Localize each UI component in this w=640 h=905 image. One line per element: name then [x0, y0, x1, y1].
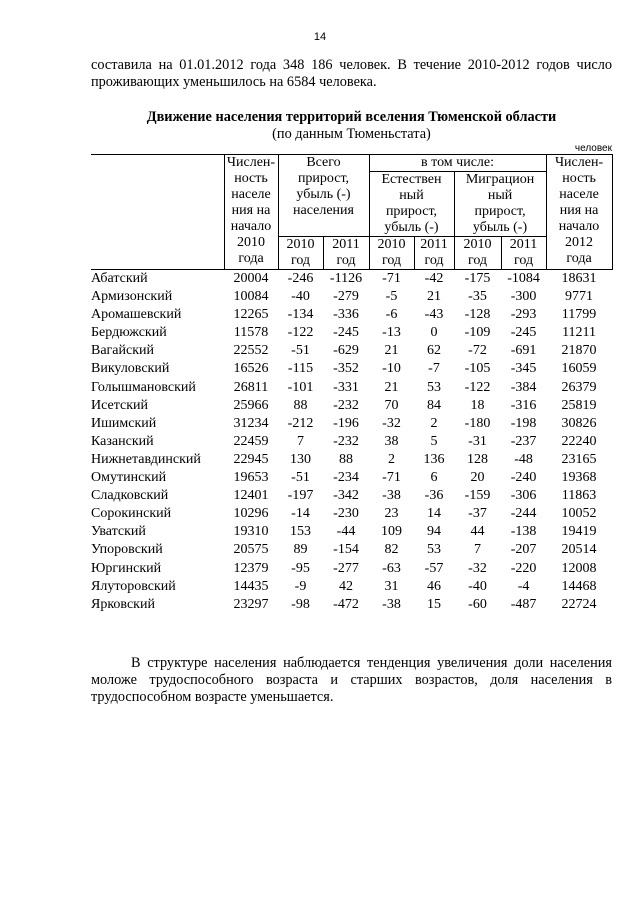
cell-natural-2010: 38: [384, 433, 399, 449]
table-row: [91, 415, 612, 433]
table-row: [91, 324, 612, 342]
cell-total-2011: -472: [333, 596, 359, 612]
cell-migration-2010: 44: [470, 524, 485, 540]
cell-pop-2012: 10052: [561, 506, 597, 522]
cell-total-2010: -9: [294, 578, 307, 594]
cell-pop-2012: 21870: [561, 343, 597, 359]
cell-migration-2010: -180: [464, 415, 491, 431]
cell-total-2010: 7: [297, 433, 304, 449]
cell-pop-2010: 23297: [233, 596, 269, 612]
cell-total-2010: -122: [287, 325, 314, 341]
cell-district-name: Казанский: [91, 433, 154, 449]
cell-natural-2011: 14: [427, 506, 441, 522]
cell-migration-2010: -122: [464, 379, 491, 395]
table-row: [91, 306, 612, 324]
cell-natural-2011: -43: [424, 307, 444, 323]
cell-district-name: Нижнетавдинский: [91, 451, 201, 467]
cell-district-name: Абатский: [91, 271, 148, 286]
cell-migration-2011: -138: [510, 524, 537, 540]
cell-migration-2010: -72: [468, 343, 487, 359]
cell-migration-2011: -244: [510, 506, 537, 522]
cell-total-2011: -245: [333, 325, 359, 341]
table-row: [91, 397, 612, 415]
cell-migration-2010: -128: [464, 307, 491, 323]
table-row: [91, 360, 612, 378]
cell-total-2011: -279: [333, 289, 359, 305]
cell-pop-2010: 31234: [233, 415, 269, 431]
cell-total-2011: -44: [336, 524, 356, 540]
cell-total-2010: -14: [291, 506, 310, 522]
cell-pop-2012: 19368: [561, 470, 597, 486]
cell-pop-2012: 30826: [561, 415, 597, 431]
cell-pop-2012: 11863: [561, 488, 597, 504]
cell-natural-2010: 21: [384, 379, 399, 395]
cell-district-name: Ялуторовский: [91, 578, 176, 594]
cell-natural-2011: 84: [427, 397, 441, 413]
cell-migration-2011: -220: [510, 560, 537, 576]
table-row: [91, 487, 612, 505]
cell-total-2011: -629: [333, 343, 359, 359]
cell-district-name: Исетский: [91, 397, 148, 413]
cell-pop-2010: 20004: [233, 271, 269, 286]
cell-migration-2011: -293: [510, 307, 537, 323]
header-natural-2011: 2011 год: [414, 237, 454, 270]
cell-migration-2010: 18: [470, 397, 485, 413]
header-migration-change: Миграцион ный прирост, убыль (-): [454, 172, 546, 237]
header-total-2010: 2010 год: [278, 237, 323, 270]
cell-migration-2011: -198: [510, 415, 537, 431]
cell-migration-2011: -207: [510, 542, 537, 558]
header-natural-2010: 2010 год: [369, 237, 414, 270]
cell-total-2011: -336: [333, 307, 359, 323]
cell-natural-2011: 21: [427, 289, 441, 305]
cell-natural-2011: 94: [427, 524, 441, 540]
cell-natural-2011: 5: [430, 433, 438, 449]
header-total-change: Всего прирост, убыль (-) населения: [278, 155, 369, 237]
cell-pop-2012: 12008: [561, 560, 597, 576]
cell-total-2011: -331: [333, 379, 359, 395]
cell-natural-2011: 53: [427, 379, 441, 395]
header-district-blank: [91, 155, 224, 270]
cell-natural-2011: 53: [427, 542, 441, 558]
cell-natural-2011: 2: [430, 415, 438, 431]
cell-natural-2011: 62: [427, 343, 441, 359]
cell-migration-2011: -345: [510, 361, 537, 377]
cell-migration-2010: -175: [464, 271, 491, 286]
cell-migration-2011: -384: [510, 379, 537, 395]
cell-total-2010: 153: [290, 524, 311, 540]
cell-district-name: Ишимский: [91, 415, 157, 431]
cell-pop-2012: 23165: [561, 451, 597, 467]
cell-pop-2010: 22459: [233, 433, 269, 449]
cell-migration-2011: -691: [510, 343, 537, 359]
cell-migration-2011: -48: [514, 451, 533, 467]
cell-natural-2010: -71: [382, 271, 401, 286]
cell-natural-2010: 82: [384, 542, 399, 558]
cell-pop-2010: 25966: [233, 397, 269, 413]
cell-natural-2010: -71: [382, 470, 401, 486]
cell-migration-2010: -159: [464, 488, 491, 504]
cell-natural-2010: -13: [382, 325, 401, 341]
cell-total-2011: 88: [339, 451, 353, 467]
cell-district-name: Юргинский: [91, 560, 162, 576]
cell-natural-2011: 136: [423, 451, 445, 467]
cell-migration-2011: -245: [510, 325, 537, 341]
cell-natural-2010: -10: [382, 361, 401, 377]
cell-district-name: Викуловский: [91, 361, 170, 377]
cell-natural-2010: -38: [382, 596, 401, 612]
cell-migration-2011: -1084: [507, 271, 540, 286]
cell-pop-2012: 26379: [561, 379, 597, 395]
cell-pop-2010: 12379: [233, 560, 269, 576]
cell-district-name: Ярковский: [91, 596, 155, 612]
header-migration-2010: 2010 год: [454, 237, 501, 270]
cell-migration-2011: -240: [510, 470, 537, 486]
cell-natural-2010: -6: [385, 307, 398, 323]
cell-migration-2010: 7: [474, 542, 481, 558]
cell-district-name: Омутинский: [91, 470, 167, 486]
table-row: [91, 270, 612, 289]
cell-natural-2011: -36: [424, 488, 444, 504]
cell-migration-2011: -300: [510, 289, 537, 305]
cell-pop-2010: 14435: [233, 578, 269, 594]
cell-migration-2010: -32: [468, 560, 487, 576]
cell-pop-2012: 19419: [561, 524, 597, 540]
cell-pop-2010: 20575: [233, 542, 269, 558]
cell-total-2010: -197: [287, 488, 314, 504]
cell-natural-2011: -42: [424, 271, 444, 286]
cell-pop-2012: 16059: [561, 361, 597, 377]
table-row: [91, 505, 612, 523]
cell-district-name: Сорокинский: [91, 506, 172, 522]
cell-total-2010: -101: [287, 379, 314, 395]
cell-pop-2010: 10296: [233, 506, 269, 522]
cell-total-2010: -51: [291, 343, 310, 359]
cell-district-name: Вагайский: [91, 343, 154, 359]
cell-natural-2011: 15: [427, 596, 441, 612]
cell-total-2010: -212: [287, 415, 314, 431]
cell-natural-2010: 109: [381, 524, 402, 540]
cell-pop-2012: 11799: [561, 307, 597, 323]
table-row: [91, 288, 612, 306]
cell-district-name: Армизонский: [91, 289, 173, 305]
cell-migration-2011: -4: [517, 578, 530, 594]
cell-total-2011: -277: [333, 560, 359, 576]
page-number: 14: [313, 31, 327, 43]
cell-pop-2010: 12265: [233, 307, 269, 323]
header-migration-2011: 2011 год: [501, 237, 546, 270]
cell-district-name: Уватский: [91, 524, 146, 540]
table-subtitle: (по данным Тюменьстата): [272, 126, 431, 142]
cell-pop-2012: 9771: [565, 289, 594, 305]
cell-total-2010: 89: [293, 542, 308, 558]
intro-paragraph: составила на 01.01.2012 года 348 186 человек. В течение 2010-2012 годов число проживающих уменьшилось на 6584 человека.: [91, 57, 612, 90]
cell-pop-2010: 19310: [233, 524, 269, 540]
cell-migration-2011: -306: [510, 488, 537, 504]
cell-natural-2010: -5: [385, 289, 398, 305]
cell-total-2011: 42: [339, 578, 353, 594]
cell-district-name: Аромашевский: [91, 307, 182, 323]
cell-district-name: Сладковский: [91, 488, 169, 504]
cell-migration-2011: -487: [510, 596, 537, 612]
cell-district-name: Бердюжский: [91, 325, 167, 341]
cell-total-2010: 130: [290, 451, 311, 467]
cell-district-name: Упоровский: [91, 542, 163, 558]
table-row: [91, 596, 612, 614]
cell-pop-2010: 22945: [233, 451, 269, 467]
cell-pop-2012: 18631: [561, 271, 597, 286]
header-including: в том числе:: [369, 155, 546, 172]
cell-pop-2010: 12401: [233, 488, 269, 504]
cell-migration-2010: -109: [464, 325, 491, 341]
cell-migration-2011: -316: [510, 397, 537, 413]
cell-migration-2010: -40: [468, 578, 487, 594]
cell-district-name: Голышмановский: [91, 379, 196, 395]
cell-migration-2010: -35: [468, 289, 487, 305]
cell-natural-2010: -38: [382, 488, 401, 504]
cell-natural-2010: 31: [384, 578, 399, 594]
cell-natural-2010: -32: [382, 415, 401, 431]
table-row: [91, 433, 612, 451]
cell-total-2010: 88: [293, 397, 308, 413]
cell-total-2010: -40: [291, 289, 310, 305]
cell-total-2011: -1126: [329, 271, 363, 286]
cell-natural-2011: -7: [428, 361, 440, 377]
cell-total-2010: -95: [291, 560, 310, 576]
table-row: [91, 379, 612, 397]
cell-pop-2010: 26811: [233, 379, 269, 395]
cell-total-2011: -232: [333, 397, 359, 413]
cell-pop-2010: 11578: [233, 325, 269, 341]
cell-pop-2010: 22552: [233, 343, 269, 359]
cell-total-2010: -51: [291, 470, 310, 486]
cell-pop-2010: 16526: [233, 361, 269, 377]
cell-total-2010: -115: [287, 361, 314, 377]
cell-natural-2010: -63: [382, 560, 401, 576]
table-row: [91, 578, 612, 596]
cell-migration-2010: 128: [467, 451, 488, 467]
outro-paragraph: В структуре населения наблюдается тенденция увеличения доли населения моложе трудоспособного возраста и старших возрастов, доля населения в трудоспособном возрасте уменьшается.: [91, 655, 612, 705]
cell-total-2011: -342: [333, 488, 359, 504]
cell-total-2011: -234: [333, 470, 359, 486]
cell-total-2010: -98: [291, 596, 310, 612]
header-total-2011: 2011 год: [323, 237, 369, 270]
cell-migration-2010: -105: [464, 361, 491, 377]
cell-natural-2011: 0: [430, 325, 438, 341]
cell-pop-2012: 11211: [562, 325, 597, 341]
cell-total-2011: -230: [333, 506, 359, 522]
header-pop-2010: Числен- ность населе ния на начало 2010 года: [224, 155, 278, 270]
table-row: [91, 523, 612, 541]
table-row: [91, 469, 612, 487]
cell-pop-2012: 14468: [561, 578, 597, 594]
cell-natural-2010: 21: [384, 343, 399, 359]
cell-natural-2010: 2: [388, 451, 395, 467]
header-pop-2012: Числен- ность населе ния на начало 2012 года: [546, 155, 612, 270]
cell-pop-2010: 19653: [233, 470, 269, 486]
table-row: [91, 560, 612, 578]
cell-natural-2010: 23: [384, 506, 399, 522]
cell-total-2011: -352: [333, 361, 359, 377]
cell-natural-2011: 6: [430, 470, 438, 486]
cell-migration-2010: -60: [468, 596, 487, 612]
cell-pop-2012: 25819: [561, 397, 597, 413]
cell-natural-2011: -57: [424, 560, 444, 576]
cell-migration-2010: 20: [470, 470, 485, 486]
cell-migration-2011: -237: [510, 433, 537, 449]
table-title: Движение населения территорий вселения Тюменской области: [146, 109, 557, 125]
table-row: [91, 451, 612, 469]
header-natural-change: Естествен ный прирост, убыль (-): [369, 172, 454, 237]
cell-total-2011: -154: [333, 542, 359, 558]
cell-total-2011: -196: [333, 415, 359, 431]
cell-natural-2010: 70: [384, 397, 399, 413]
cell-total-2011: -232: [333, 433, 359, 449]
table-row: [91, 342, 612, 360]
cell-total-2010: -134: [287, 307, 314, 323]
cell-pop-2012: 20514: [561, 542, 597, 558]
cell-total-2010: -246: [287, 271, 314, 286]
table-units: человек: [574, 143, 612, 154]
cell-natural-2011: 46: [427, 578, 441, 594]
cell-migration-2010: -37: [468, 506, 487, 522]
cell-pop-2012: 22240: [561, 433, 597, 449]
cell-pop-2010: 10084: [233, 289, 269, 305]
cell-pop-2012: 22724: [561, 596, 597, 612]
table-body: [91, 270, 612, 614]
table-row: [91, 541, 612, 559]
cell-migration-2010: -31: [468, 433, 487, 449]
population-table: [91, 154, 613, 614]
